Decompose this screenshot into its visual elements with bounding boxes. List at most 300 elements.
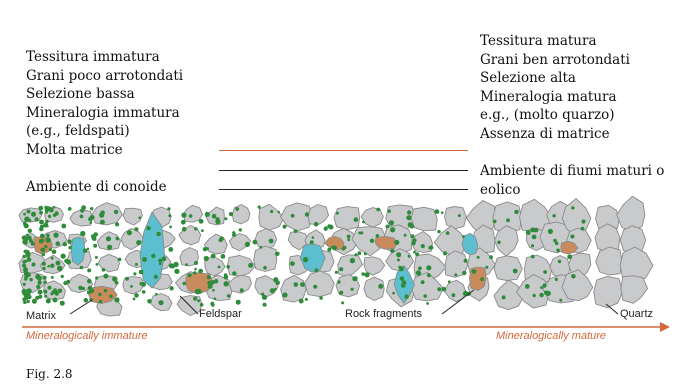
matrix-particle [159, 262, 162, 265]
matrix-particle [116, 237, 120, 241]
matrix-particle [347, 238, 350, 241]
matrix-particle [397, 259, 400, 262]
matrix-particle [60, 301, 65, 306]
matrix-particle [82, 287, 85, 290]
matrix-particle [437, 230, 440, 233]
matrix-particle [47, 265, 50, 268]
matrix-particle [138, 216, 141, 219]
left-line-5: (e.g., feldspati) [26, 123, 130, 139]
matrix-particle [115, 281, 119, 285]
matrix-particle [54, 211, 58, 215]
matrix-particle [258, 206, 261, 209]
matrix-particle [533, 229, 536, 232]
matrix-particle [114, 297, 119, 302]
matrix-particle [236, 300, 241, 305]
matrix-particle [27, 257, 32, 262]
matrix-particle [22, 239, 27, 244]
matrix-particle [24, 278, 27, 281]
matrix-particle [44, 295, 47, 298]
matrix-particle [342, 247, 345, 250]
matrix-particle [581, 219, 585, 223]
matrix-particle [426, 302, 429, 305]
matrix-particle [310, 240, 314, 244]
matrix-particle [146, 226, 150, 230]
matrix-particle [104, 289, 107, 292]
matrix-particle [29, 278, 33, 282]
matrix-particle [52, 290, 56, 294]
matrix-particle [291, 214, 295, 218]
matrix-particle [270, 288, 275, 293]
matrix-particle [442, 287, 447, 292]
matrix-particle [181, 213, 186, 218]
matrix-particle [174, 269, 179, 274]
matrix-particle [53, 233, 58, 238]
matrix-particle [555, 278, 558, 281]
matrix-particle [57, 266, 62, 271]
matrix-particle [400, 276, 405, 281]
immature-scale-label: Mineralogically immature [26, 330, 148, 342]
matrix-particle [42, 253, 45, 256]
matrix-particle [493, 220, 497, 224]
matrix-particle [389, 220, 394, 225]
matrix-particle [134, 293, 139, 298]
matrix-particle [489, 255, 493, 259]
matrix-particle [398, 266, 401, 269]
matrix-particle [426, 265, 431, 270]
matrix-particle [525, 284, 530, 289]
left-line-4: Mineralogia immatura [26, 104, 180, 121]
matrix-particle [378, 284, 383, 289]
matrix-particle [29, 239, 33, 243]
matrix-particle [39, 239, 44, 244]
matrix-particle [95, 276, 98, 279]
matrix-particle [205, 212, 210, 217]
matrix-particle [212, 214, 217, 219]
matrix-particle [98, 293, 101, 296]
matrix-particle [51, 257, 54, 260]
matrix-particle [259, 246, 262, 249]
matrix-particle [106, 236, 111, 241]
matrix-particle [300, 282, 305, 287]
matrix-particle [204, 256, 209, 261]
matrix-particle [134, 227, 138, 231]
matrix-particle [443, 251, 447, 255]
matrix-particle [555, 242, 559, 246]
matrix-particle [350, 258, 355, 263]
matrix-particle [410, 234, 414, 238]
matrix-particle [224, 275, 229, 280]
matrix-particle [283, 225, 287, 229]
matrix-particle [39, 220, 44, 225]
matrix-particle [136, 240, 141, 245]
matrix-particle [63, 242, 67, 246]
quartz-grain [411, 207, 437, 230]
matrix-particle [168, 247, 173, 252]
matrix-particle [313, 285, 317, 289]
matrix-particle [102, 268, 106, 272]
matrix-particle [532, 235, 537, 240]
matrix-particle [404, 234, 407, 237]
matrix-particle [38, 290, 43, 295]
matrix-particle [531, 255, 535, 259]
matrix-particle [68, 207, 72, 211]
matrix-particle [22, 264, 26, 268]
matrix-particle [312, 236, 315, 239]
matrix-particle [99, 213, 104, 218]
matrix-particle [35, 274, 40, 279]
matrix-particle [229, 212, 233, 216]
matrix-particle [109, 295, 113, 299]
matrix-particle [462, 271, 466, 275]
matrix-particle [93, 244, 97, 248]
matrix-particle [24, 250, 27, 253]
rock-fragment-grain [375, 237, 397, 250]
matrix-particle [156, 232, 161, 237]
matrix-particle [53, 298, 58, 303]
matrix-particle [107, 245, 112, 250]
matrix-particle [446, 231, 450, 235]
matrix-particle [133, 298, 136, 301]
matrix-particle [90, 222, 93, 225]
matrix-particle [96, 263, 99, 266]
matrix-particle [23, 222, 27, 226]
matrix-particle [45, 211, 48, 214]
matrix-particle [61, 224, 66, 229]
matrix-particle [168, 214, 171, 217]
matrix-particle [358, 251, 362, 255]
matrix-particle [531, 244, 534, 247]
matrix-particle [407, 210, 411, 214]
matrix-particle [158, 259, 162, 263]
matrix-particle [282, 292, 287, 297]
matrix-particle [26, 234, 29, 237]
right-line-5: e.g., (molto quarzo) [480, 107, 615, 123]
matrix-particle [513, 269, 518, 274]
matrix-particle [80, 209, 84, 213]
matrix-particle [99, 300, 102, 303]
right-line-3: Selezione alta [480, 70, 576, 86]
matrix-particle [354, 253, 357, 256]
matrix-particle [354, 217, 359, 222]
matrix-particle [452, 293, 456, 297]
matrix-particle [185, 263, 188, 266]
matrix-particle [337, 280, 340, 283]
matrix-particle [462, 235, 465, 238]
matrix-particle [182, 227, 187, 232]
matrix-particle [437, 287, 441, 291]
matrix-particle [24, 217, 29, 222]
matrix-particle [169, 226, 172, 229]
matrix-particle [80, 231, 85, 236]
matrix-particle [480, 277, 484, 281]
matrix-particle [376, 208, 380, 212]
matrix-particle [351, 288, 354, 291]
right-line-4: Mineralogia matura [480, 88, 617, 105]
matrix-particle [226, 265, 230, 269]
matrix-particle [27, 295, 31, 299]
matrix-particle [162, 256, 167, 261]
matrix-particle [43, 276, 47, 280]
matrix-particle [303, 257, 308, 262]
matrix-particle [232, 233, 236, 237]
matrix-particle [408, 222, 413, 227]
mature-scale-label: Mineralogically mature [496, 330, 607, 342]
matrix-particle [533, 294, 536, 297]
matrix-particle [56, 241, 61, 246]
matrix-particle [51, 276, 54, 279]
matrix-particle [542, 284, 546, 288]
matrix-particle [66, 259, 71, 264]
matrix-particle [415, 252, 419, 256]
matrix-particle [22, 255, 25, 258]
matrix-particle [408, 255, 411, 258]
matrix-particle [485, 266, 488, 269]
left-line-2: Grani poco arrotondati [26, 67, 184, 84]
matrix-particle [35, 296, 39, 300]
matrix-particle [220, 237, 224, 241]
matrix-particle [269, 239, 274, 244]
matrix-particle [546, 291, 551, 296]
matrix-particle [390, 227, 395, 232]
matrix-particle [207, 275, 211, 279]
matrix-particle [23, 283, 26, 286]
matrix-particle [239, 228, 242, 231]
matrix-particle [558, 260, 561, 263]
matrix-particle [100, 220, 105, 225]
matrix-particle [206, 247, 209, 250]
matrix-particle [88, 217, 92, 221]
matrix-particle [22, 289, 27, 294]
matrix-particle [200, 303, 204, 307]
matrix-particle [147, 299, 152, 304]
matrix-particle [27, 300, 30, 303]
matrix-particle [61, 275, 64, 278]
matrix-particle [114, 210, 118, 214]
matrix-particle [68, 246, 71, 249]
matrix-particle [139, 270, 144, 275]
matrix-particle [581, 227, 585, 231]
right-line-6: Assenza di matrice [480, 125, 610, 142]
matrix-particle [294, 282, 299, 287]
matrix-particle [215, 219, 220, 224]
matrix-particle [464, 259, 468, 263]
matrix-particle [38, 280, 41, 283]
matrix-particle [95, 256, 98, 259]
matrix-particle [40, 234, 45, 239]
matrix-particle [458, 214, 461, 217]
matrix-particle [28, 219, 31, 222]
matrix-particle [514, 210, 518, 214]
matrix-particle [87, 248, 90, 251]
matrix-particle [23, 267, 28, 272]
matrix-particle [472, 269, 477, 274]
matrix-particle [543, 270, 547, 274]
matrix-particle [305, 212, 309, 216]
matrix-particle [263, 266, 267, 270]
matrix-particle [87, 268, 91, 272]
matrix-particle [352, 276, 357, 281]
matrix-particle [418, 266, 422, 270]
matrix-particle [526, 230, 531, 235]
matrix-particle [46, 237, 51, 242]
matrix-particle [270, 210, 273, 213]
right-line-2: Grani ben arrotondati [480, 51, 630, 68]
matrix-particle [362, 221, 365, 224]
matrix-particle [341, 301, 344, 304]
matrix-particle [412, 241, 416, 245]
left-line-3: Selezione bassa [26, 86, 135, 102]
matrix-particle [49, 248, 52, 251]
matrix-particle [133, 272, 136, 275]
matrix-particle [196, 289, 201, 294]
matrix-particle [61, 254, 66, 259]
matrix-particle [339, 291, 343, 295]
matrix-particle [130, 285, 133, 288]
matrix-particle [41, 248, 45, 252]
matrix-particle [218, 266, 221, 269]
matrix-particle [388, 210, 391, 213]
matrix-particle [390, 249, 394, 253]
matrix-particle [22, 298, 25, 301]
matrix-particle [358, 232, 361, 235]
matrix-particle [277, 211, 280, 214]
matrix-particle [332, 246, 337, 251]
matrix-particle [31, 212, 36, 217]
matrix-particle [181, 220, 186, 225]
matrix-particle [50, 264, 54, 268]
matrix-particle [198, 269, 203, 274]
matrix-particle [26, 272, 31, 277]
matrix-particle [361, 272, 365, 276]
matrix-particle [428, 246, 431, 249]
matrix-particle [80, 215, 84, 219]
matrix-particle [26, 288, 31, 293]
matrix-particle [27, 255, 30, 258]
matrix-particle [194, 227, 197, 230]
matrix-particle [394, 240, 399, 245]
matrix-particle [253, 240, 258, 245]
matrix-particle [44, 206, 48, 210]
matrix-particle [103, 274, 108, 279]
matrix-particle [406, 215, 411, 220]
matrix-particle [370, 239, 374, 243]
matrix-particle [305, 298, 308, 301]
matrix-particle [240, 288, 244, 292]
matrix-particle [396, 252, 401, 257]
matrix-particle [376, 234, 380, 238]
feldspar-label: Feldspar [199, 308, 242, 320]
matrix-particle [125, 277, 129, 281]
matrix-particle [42, 262, 46, 266]
matrix-particle [214, 297, 217, 300]
matrix-particle [290, 261, 295, 266]
matrix-particle [413, 251, 416, 254]
matrix-particle [28, 229, 32, 233]
matrix-particle [127, 230, 132, 235]
matrix-particle [208, 284, 213, 289]
matrix-particle [506, 218, 510, 222]
matrix-particle [273, 277, 278, 282]
quartz-grain [596, 247, 622, 275]
matrix-particle [421, 244, 425, 248]
matrix-particle [169, 286, 173, 290]
matrix-particle [441, 211, 444, 214]
quartz-grain [494, 256, 522, 281]
matrix-particle [39, 211, 43, 215]
matrix-particle [261, 293, 264, 296]
matrix-particle [556, 249, 560, 253]
matrix-particle [93, 232, 98, 237]
matrix-particle [154, 275, 158, 279]
matrix-particle [329, 225, 334, 230]
matrix-particle [53, 206, 56, 209]
matrix-particle [421, 280, 425, 284]
matrix-particle [212, 289, 215, 292]
matrix-particle [118, 258, 122, 262]
matrix-particle [497, 241, 501, 245]
matrix-particle [36, 285, 40, 289]
matrix-particle [245, 242, 250, 247]
matrix-particle [319, 296, 323, 300]
matrix-particle [194, 268, 197, 271]
matrix-particle [224, 217, 227, 220]
matrix-particle [172, 266, 175, 269]
matrix-particle [197, 299, 200, 302]
matrix-particle [87, 279, 92, 284]
matrix-particle [58, 289, 63, 294]
mature-environment: Ambiente di fiumi maturi o eolico [480, 163, 665, 196]
matrix-particle [571, 274, 576, 279]
matrix-particle [46, 299, 51, 304]
matrix-particle [435, 209, 440, 214]
left-line-6: Molta matrice [26, 141, 123, 158]
matrix-particle [47, 286, 51, 290]
matrix-particle [142, 290, 146, 294]
matrix-particle [193, 271, 196, 274]
matrix-particle [84, 298, 89, 303]
matrix-particle [294, 229, 298, 233]
matrix-particle [48, 215, 51, 218]
matrix-particle [22, 260, 26, 264]
matrix-particle [35, 217, 39, 221]
matrix-particle [539, 293, 543, 297]
matrix-particle [552, 214, 555, 217]
matrix-particle [502, 295, 506, 299]
matrix-particle [347, 235, 351, 239]
matrix-particle [221, 254, 226, 259]
matrix-particle [115, 222, 119, 226]
matrix-particle [27, 210, 31, 214]
matrix-particle [404, 294, 409, 299]
matrix-particle [151, 254, 155, 258]
matrix-particle [224, 281, 229, 286]
matrix-particle [392, 292, 395, 295]
matrix-particle [201, 229, 204, 232]
matrix-particle [416, 270, 421, 275]
matrix-particle [235, 207, 239, 211]
matrix-particle [43, 224, 46, 227]
matrix-particle [454, 273, 457, 276]
matrix-particle [189, 214, 193, 218]
matrix-particle [44, 245, 47, 248]
left-line-1: Tessitura immatura [26, 49, 160, 65]
matrix-particle [183, 282, 187, 286]
matrix-particle [80, 266, 84, 270]
matrix-particle [46, 234, 50, 238]
matrix-particle [211, 303, 215, 307]
matrix-particle [67, 240, 71, 244]
matrix-label: Matrix [26, 310, 56, 322]
